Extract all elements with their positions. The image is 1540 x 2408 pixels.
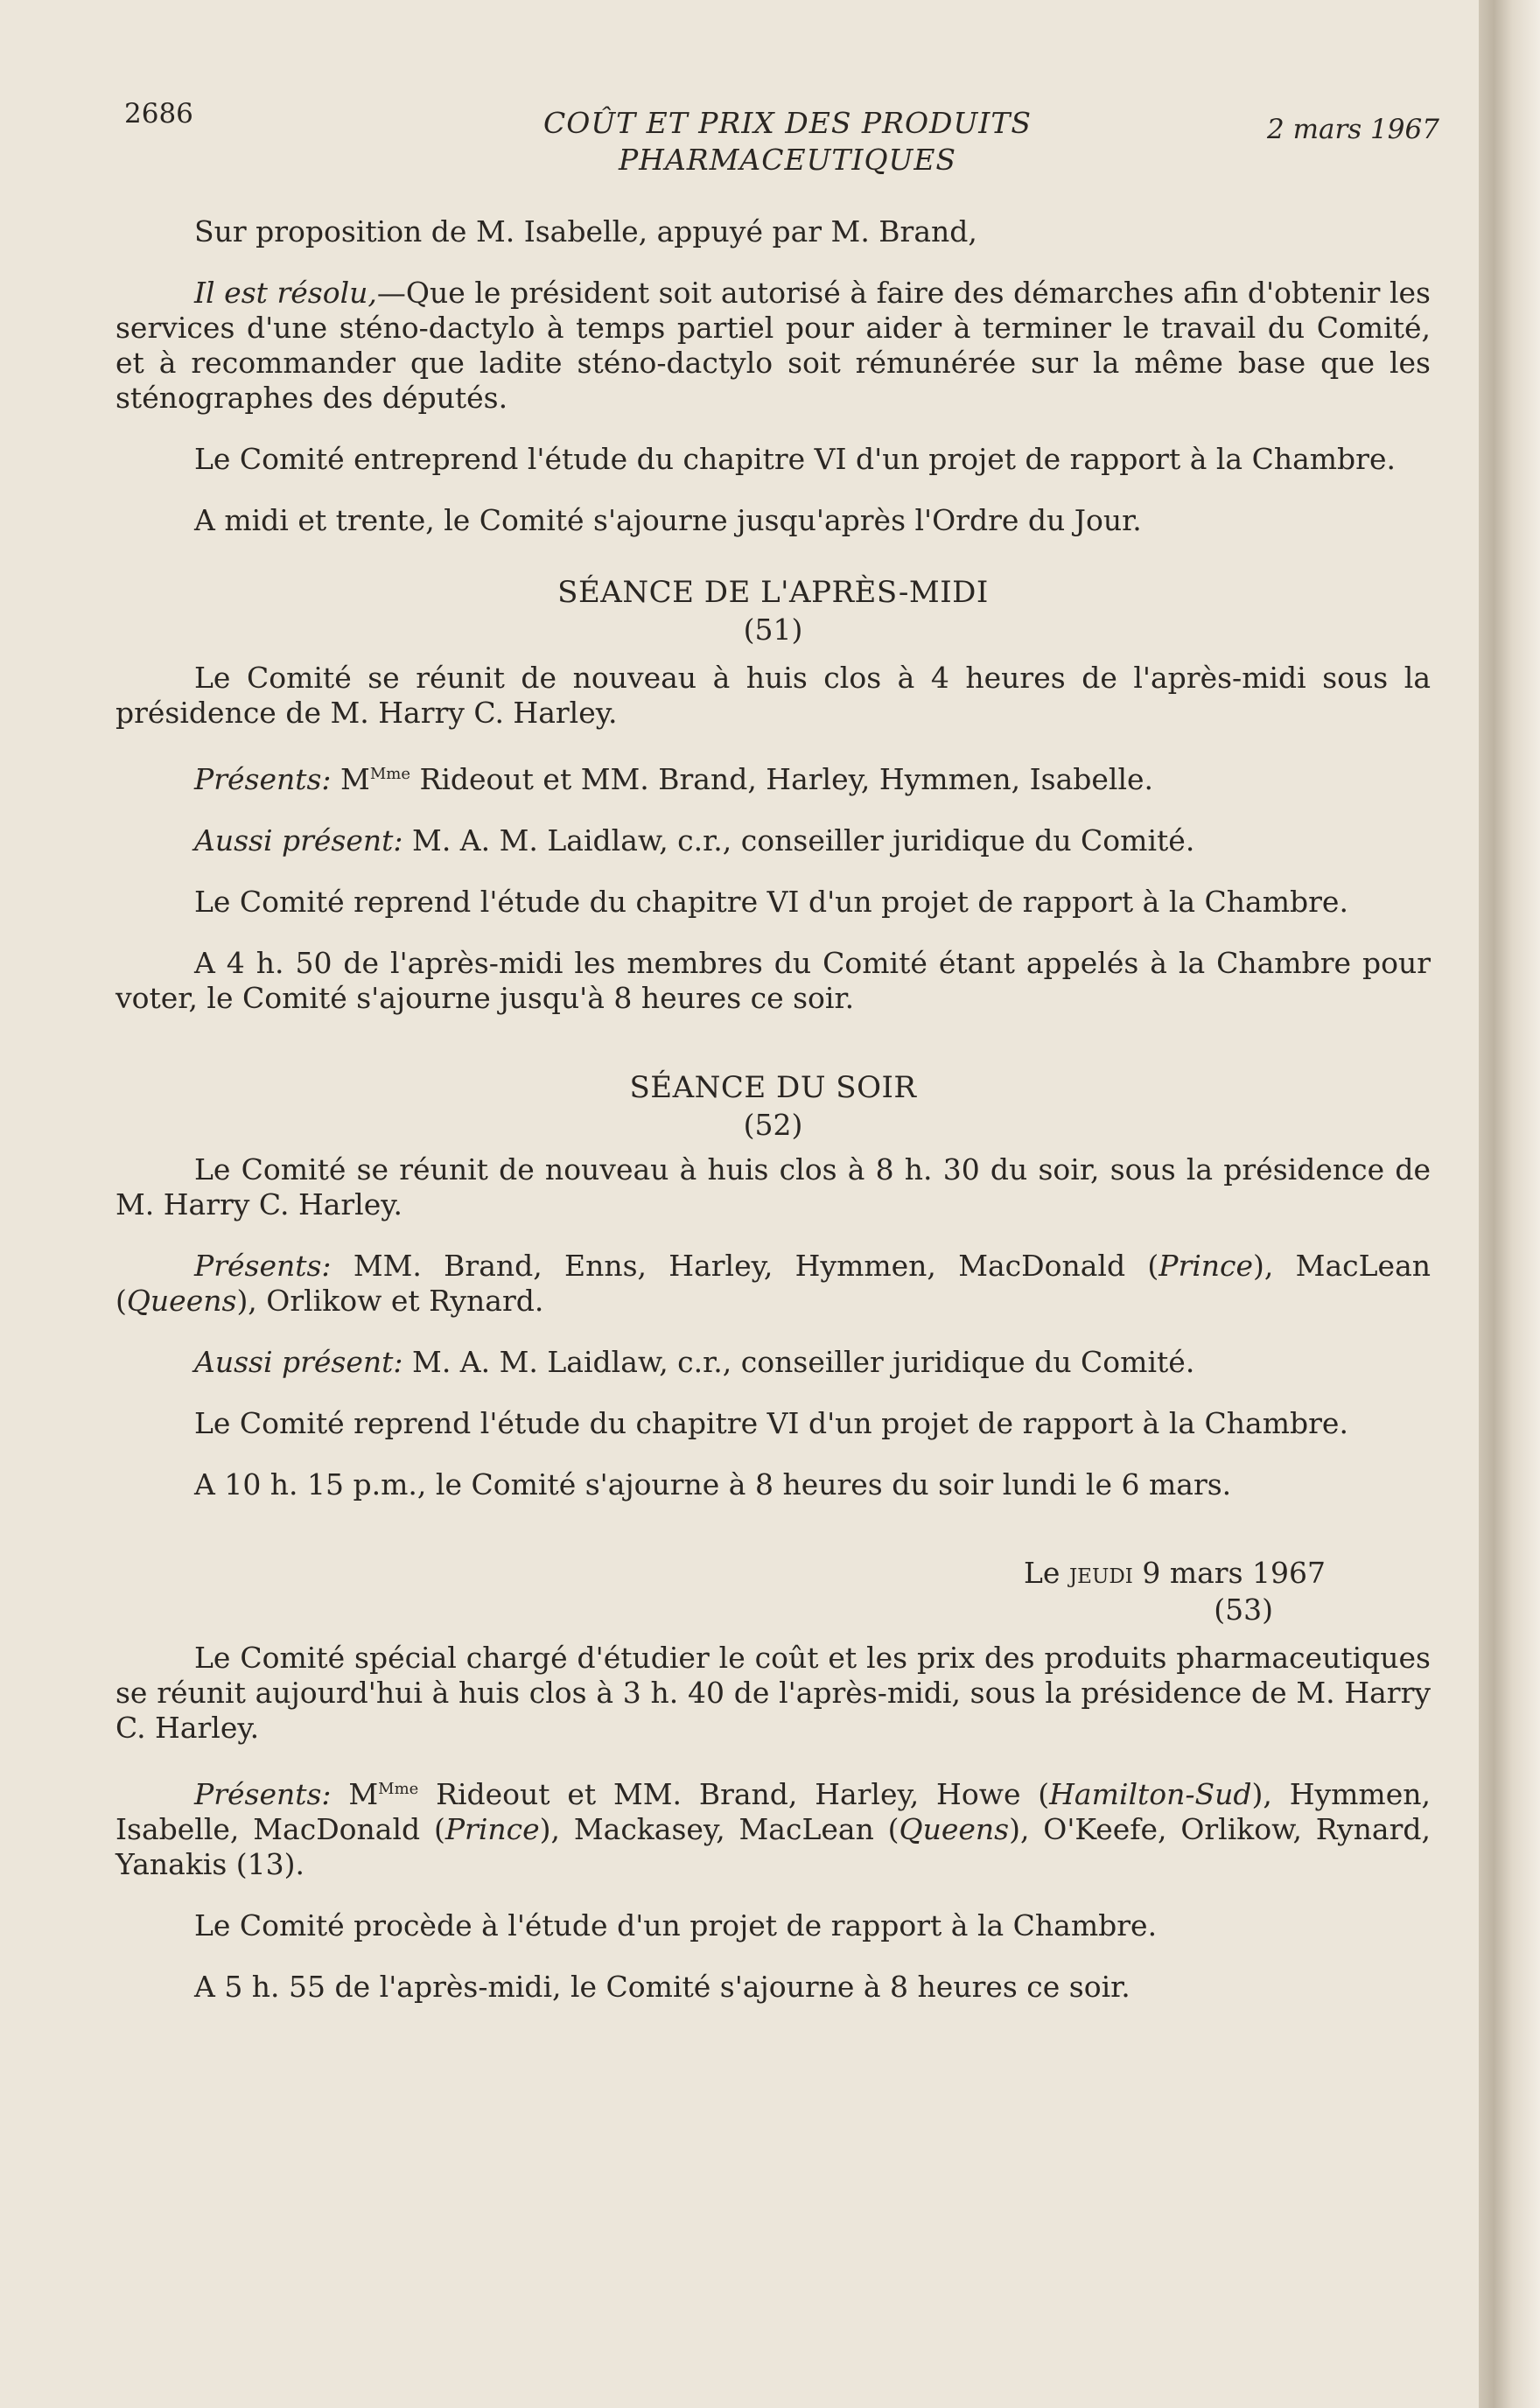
session-number-53: (53) — [1214, 1592, 1273, 1627]
s53-present-text-a: Rideout et MM. Brand, Harley, Howe ( — [436, 1777, 1050, 1811]
s53-present-text-d: ), O'Keefe, Orlikow, Rynard, Yanakis (13). — [116, 1812, 1431, 1881]
s53-present-text-b: ), Hymmen, Isabelle, MacDonald ( — [116, 1777, 1431, 1846]
session-number-52: (52) — [743, 1108, 803, 1142]
s53-present-prince: Prince — [444, 1812, 540, 1846]
document-body — [116, 214, 1431, 2005]
s52-opening: Le Comité se réunit de nouveau à huis clos à 8 h. 30 du soir, sous la présidence de M. Harry C. Harley. — [116, 1152, 1431, 1222]
s51-present-text: Rideout et MM. Brand, Harley, Hymmen, Isabelle. — [419, 762, 1154, 796]
s53-study: Le Comité procède à l'étude d'un projet de rapport à la Chambre. — [194, 1908, 1158, 1942]
session-title-afternoon: SÉANCE DE L'APRÈS-MIDI — [557, 575, 989, 610]
s52-present-label: Présents: — [194, 1249, 332, 1283]
s52-also-label: Aussi présent: — [194, 1345, 403, 1379]
s52-present-prince: Prince — [1158, 1249, 1254, 1283]
s53-present-hamilton: Hamilton-Sud — [1049, 1777, 1252, 1811]
s52-adjourn: A 10 h. 15 p.m., le Comité s'ajourne à 8 heures du soir lundi le 6 mars. — [194, 1467, 1232, 1502]
s51-resume: Le Comité reprend l'étude du chapitre VI d'un projet de rapport à la Chambre. — [194, 885, 1348, 919]
s53-present-text-c: ), Mackasey, MacLean ( — [539, 1812, 900, 1846]
running-title-line-1: COÛT ET PRIX DES PRODUITS — [543, 106, 1032, 140]
s53-present-label: Présents: — [194, 1777, 332, 1811]
header-date: 2 mars 1967 — [1267, 114, 1439, 145]
s53-present: Présents: $M^{Mme}$ Rideout et MM. Brand, Harley, Howe (Hamilton-Sud), Hymmen, Isabelle, MacDonald (Prince), Mackasey, MacLean (Queens), O'Keefe, Orlikow, Rynard, Yanakis (13). — [116, 1777, 1431, 1881]
s52-also-text: M. A. M. Laidlaw, c.r., conseiller juridique du Comité. — [412, 1345, 1195, 1379]
s52-present-text-c: ), Orlikow et Rynard. — [236, 1284, 544, 1318]
resolution-paragraph — [116, 276, 1431, 416]
page-binding-edge — [1479, 0, 1540, 2408]
s52-present-text-b: ), MacLean ( — [116, 1249, 1432, 1318]
s53-date-line — [116, 1555, 1431, 1592]
s51-also-present — [116, 823, 1431, 858]
s53-present-queens: Queens — [899, 1812, 1010, 1846]
s52-present-text-a: MM. Brand, Enns, Harley, Hymmen, MacDonald ( — [353, 1249, 1159, 1283]
s51-present-label: Présents: — [194, 762, 332, 796]
s53-opening: Le Comité spécial chargé d'étudier le coût et les prix des produits pharmaceutiques se réunit aujourd'hui à huis clos à 3 h. 40 de l'après-midi, sous la présidence de M. Harry C. Harley. — [116, 1641, 1431, 1745]
s51-also-text: M. A. M. Laidlaw, c.r., conseiller juridique du Comité. — [412, 823, 1195, 858]
s52-also-present — [116, 1345, 1431, 1380]
session-number-51: (51) — [743, 612, 803, 647]
s53-date-rest: 9 mars 1967 — [1142, 1556, 1326, 1590]
s53-date-day: jeudi — [1068, 1556, 1133, 1590]
s51-present: Présents: $M^{Mme}$ Rideout et MM. Brand, Harley, Hymmen, Isabelle. — [194, 762, 1154, 796]
motion-paragraph: Sur proposition de M. Isabelle, appuyé par M. Brand, — [194, 214, 977, 248]
running-title — [490, 105, 1085, 178]
running-title-line-2: PHARMACEUTIQUES — [618, 143, 957, 177]
s53-date-prefix: Le — [1023, 1556, 1060, 1590]
s52-present-queens: Queens — [126, 1284, 237, 1318]
session-title-evening: SÉANCE DU SOIR — [629, 1070, 917, 1105]
s52-resume: Le Comité reprend l'étude du chapitre VI d'un projet de rapport à la Chambre. — [194, 1406, 1348, 1440]
study-paragraph: Le Comité entreprend l'étude du chapitre VI d'un projet de rapport à la Chambre. — [194, 442, 1396, 476]
s51-present-mme: Mme — [369, 765, 410, 783]
s52-present — [116, 1249, 1431, 1319]
s51-adjourn: A 4 h. 50 de l'après-midi les membres du Comité étant appelés à la Chambre pour voter, le Comité s'ajourne jusqu'à 8 heures ce soir. — [116, 946, 1431, 1015]
page-number: 2686 — [124, 98, 193, 130]
page-header — [0, 98, 1488, 186]
resolution-text: —Que le président soit autorisé à faire des démarches afin d'obtenir les services d'une sténo-dactylo à temps partiel pour aider à terminer le travail du Comité, et à recommander que ladite sténo-dactylo soit rémunérée sur la même base que les sténographes des députés. — [116, 276, 1431, 415]
s53-adjourn: A 5 h. 55 de l'après-midi, le Comité s'ajourne à 8 heures ce soir. — [194, 1970, 1130, 2004]
s51-also-label: Aussi présent: — [194, 823, 403, 858]
s53-present-mme: Mme — [378, 1780, 419, 1798]
s51-opening: Le Comité se réunit de nouveau à huis clos à 4 heures de l'après-midi sous la présidence de M. Harry C. Harley. — [116, 661, 1431, 730]
resolution-lead: Il est résolu, — [194, 276, 377, 310]
adjourn-paragraph: A midi et trente, le Comité s'ajourne jusqu'après l'Ordre du Jour. — [194, 503, 1142, 537]
